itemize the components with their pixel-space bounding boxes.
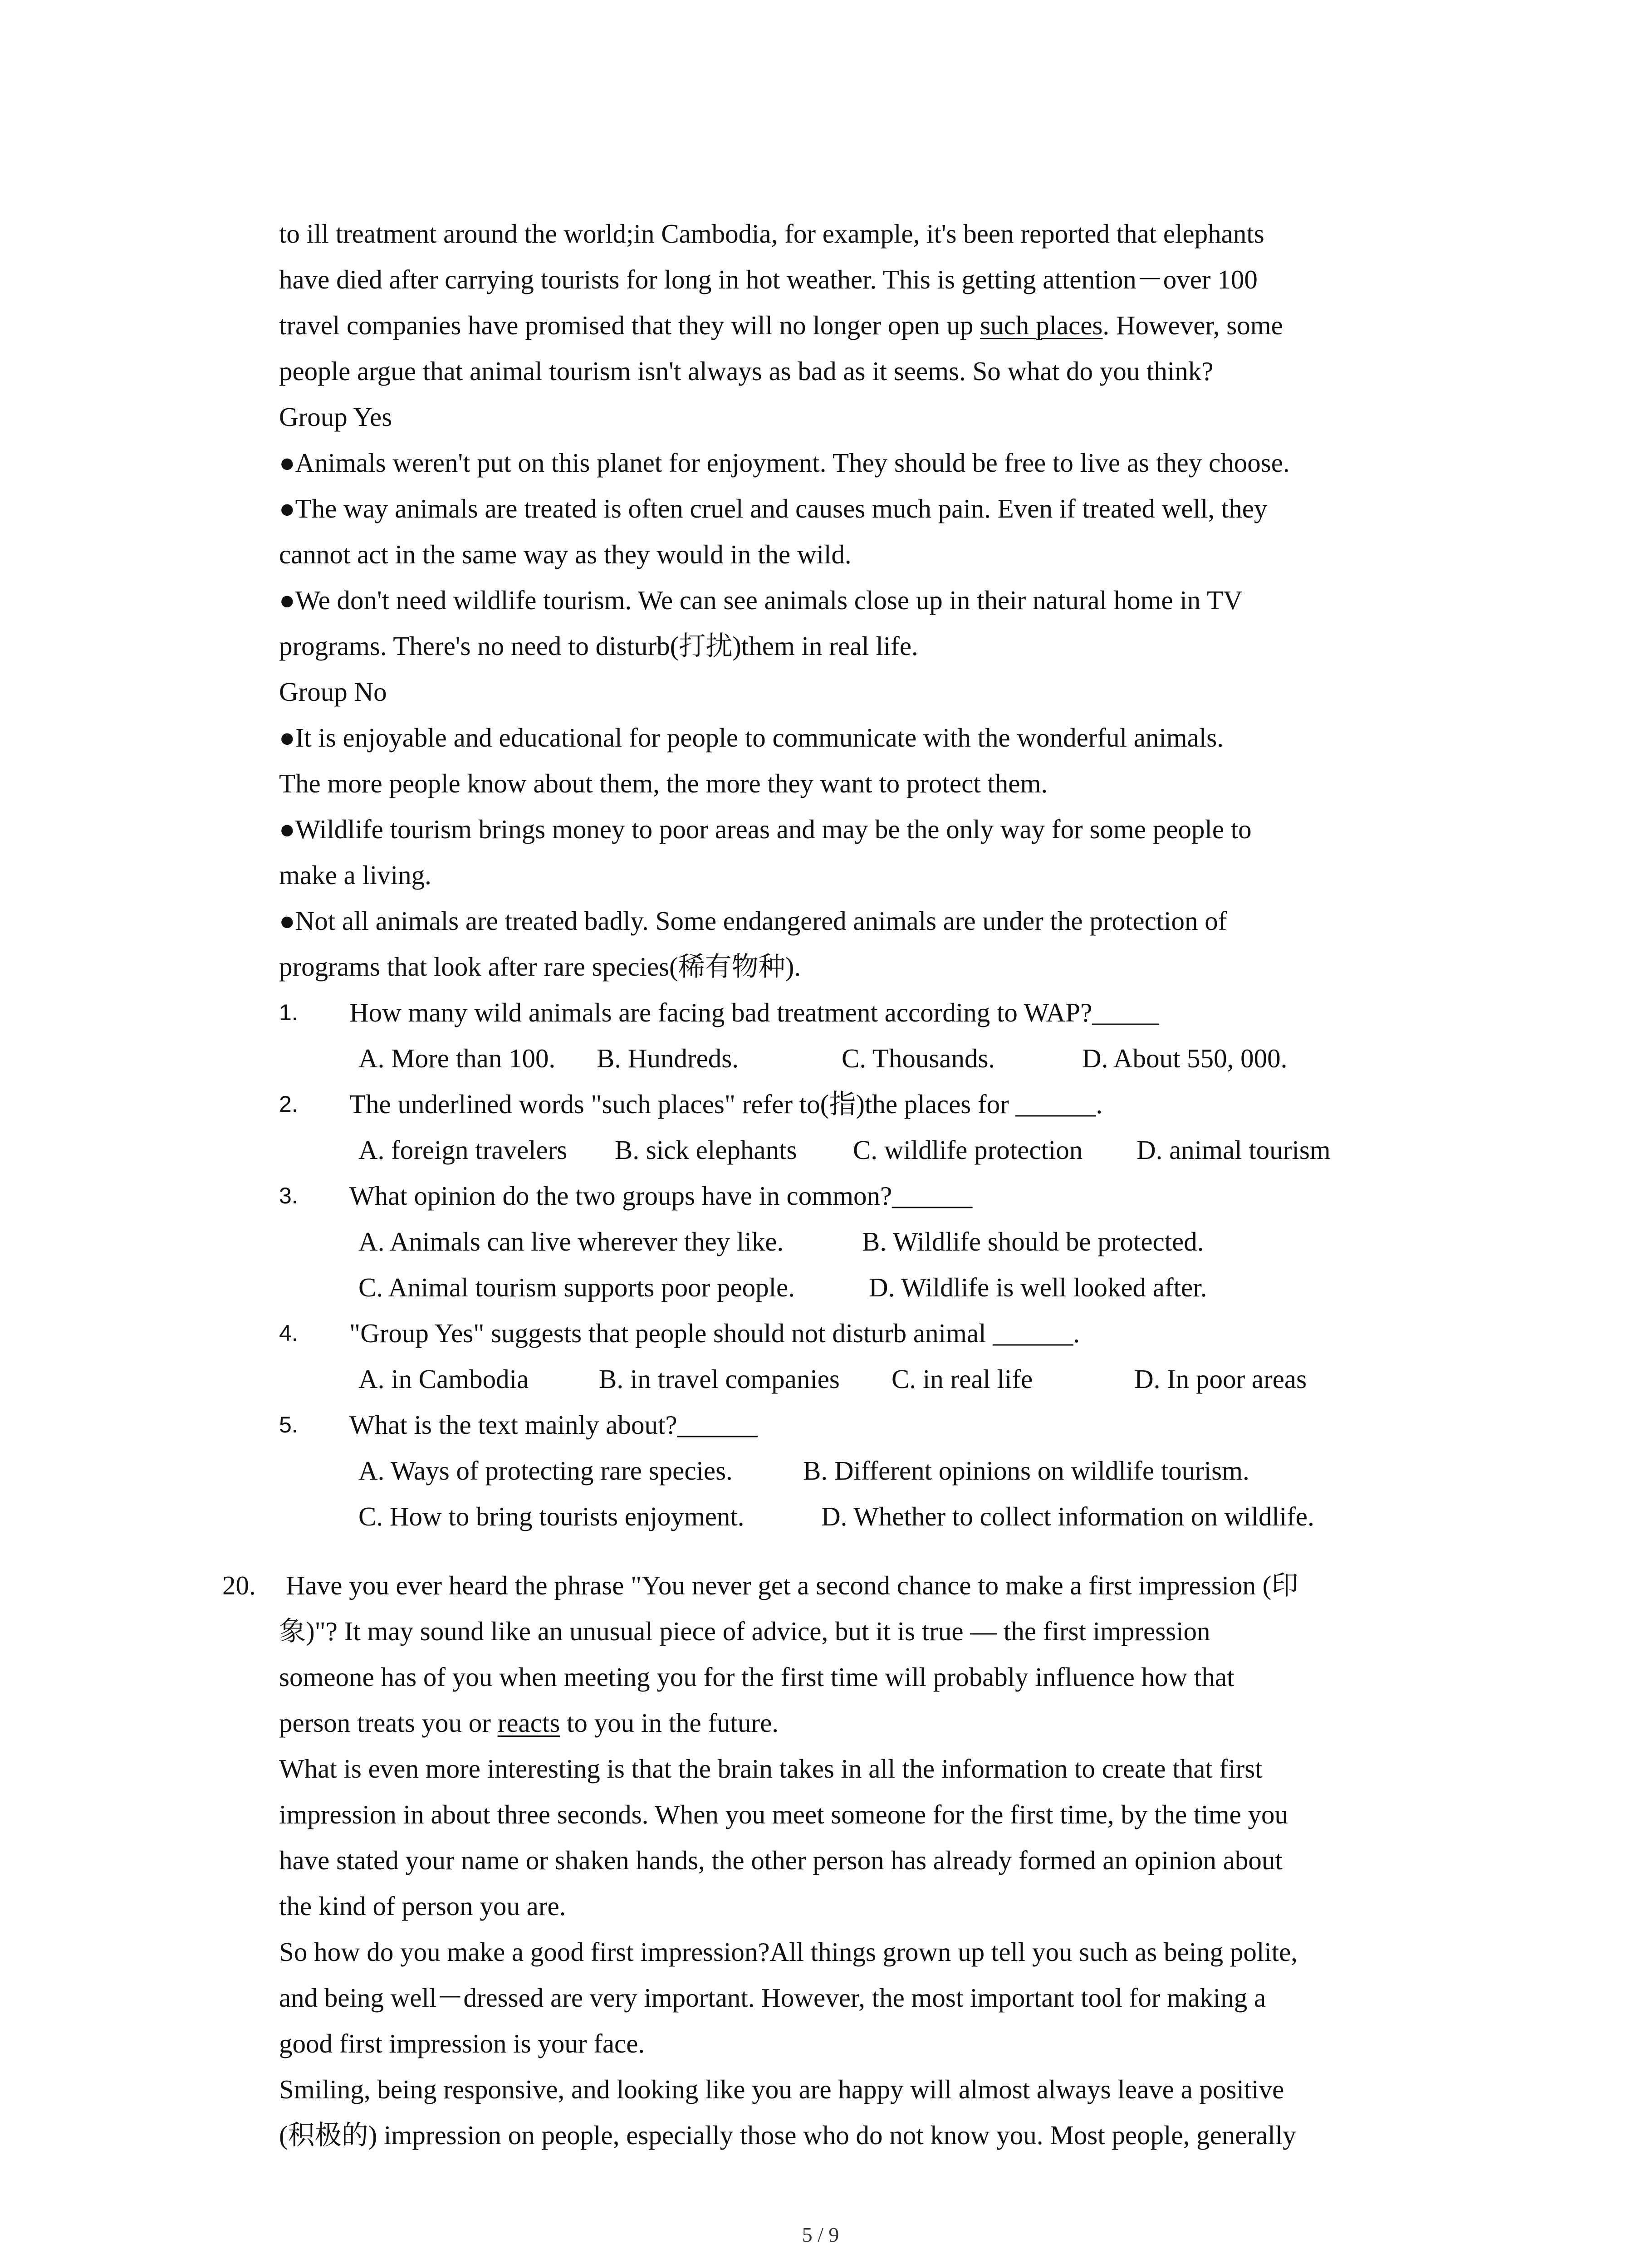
option-d: D. In poor areas [1134, 1364, 1307, 1394]
passage-line: have died after carrying tourists for long in hot weather. This is getting attention－over 100 [279, 264, 1258, 294]
passage-line: people argue that animal tourism isn't always as bad as it seems. So what do you think? [279, 356, 1214, 386]
passage-line: the kind of person you are. [279, 1891, 566, 1921]
question-text: How many wild animals are facing bad treatment according to WAP?_____ [349, 997, 1159, 1027]
option-d: D. Wildlife is well looked after. [869, 1272, 1207, 1302]
option-b: B. sick elephants [615, 1135, 797, 1165]
passage-line: to ill treatment around the world;in Cambodia, for example, it's been reported that elephants [279, 219, 1264, 249]
question-number: 3. [279, 1183, 298, 1208]
passage-line: have stated your name or shaken hands, the other person has already formed an opinion about [279, 1845, 1283, 1875]
passage-line: (积极的) impression on people, especially those who do not know you. Most people, generally [279, 2120, 1296, 2150]
option-a: A. in Cambodia [358, 1364, 529, 1394]
option-b: B. in travel companies [599, 1364, 840, 1394]
bullet-line: ●We don't need wildlife tourism. We can see animals close up in their natural home in TV [279, 585, 1243, 615]
passage-line: What is even more interesting is that the brain takes in all the information to create that first [279, 1754, 1263, 1784]
question-number: 5. [279, 1412, 298, 1437]
passage-line: 象)"? It may sound like an unusual piece of advice, but it is true — the first impression [279, 1616, 1210, 1646]
passage-line: programs. There's no need to disturb(打扰)them in real life. [279, 631, 918, 661]
question-text: What opinion do the two groups have in common?______ [349, 1181, 973, 1211]
option-c: C. How to bring tourists enjoyment. [358, 1501, 745, 1531]
passage-line: So how do you make a good first impression?All things grown up tell you such as being polite, [279, 1937, 1298, 1967]
option-d: D. About 550, 000. [1082, 1043, 1288, 1073]
passage-line [279, 307, 1283, 343]
question-text: The underlined words "such places" refer to(指)the places for ______. [349, 1089, 1103, 1119]
question-number: 20. [222, 1570, 256, 1600]
question-text: "Group Yes" suggests that people should not disturb animal ______. [349, 1318, 1080, 1348]
option-b: B. Wildlife should be protected. [862, 1227, 1204, 1256]
option-c: C. Animal tourism supports poor people. [358, 1272, 795, 1302]
question-number: 4. [279, 1320, 298, 1346]
option-d: D. animal tourism [1136, 1135, 1331, 1165]
passage-line: Smiling, being responsive, and looking like you are happy will almost always leave a positive [279, 2074, 1284, 2104]
passage-line [279, 1705, 779, 1741]
option-a: A. Animals can live wherever they like. [358, 1227, 784, 1256]
option-a: A. foreign travelers [358, 1135, 568, 1165]
bullet-line: ●The way animals are treated is often cruel and causes much pain. Even if treated well, they [279, 494, 1268, 523]
option-a: A. More than 100. [358, 1043, 556, 1073]
passage-line: programs that look after rare species(稀有物种). [279, 952, 801, 982]
passage-text: person treats you or [279, 1708, 498, 1738]
passage-text: . However, some [1102, 310, 1283, 340]
option-d: D. Whether to collect information on wildlife. [821, 1501, 1314, 1531]
question-number: 1. [279, 1000, 298, 1025]
passage-line: cannot act in the same way as they would in the wild. [279, 539, 852, 569]
underlined-reacts: reacts [497, 1708, 560, 1738]
passage-text: to you in the future. [560, 1708, 779, 1738]
page-number: 5 / 9 [802, 2223, 839, 2246]
question-number: 2. [279, 1091, 298, 1117]
passage-line: and being well－dressed are very important. However, the most important tool for making a [279, 1983, 1266, 2013]
option-a: A. Ways of protecting rare species. [358, 1456, 733, 1486]
bullet-line: ●Not all animals are treated badly. Some endangered animals are under the protection of [279, 906, 1227, 936]
group-yes-heading: Group Yes [279, 402, 392, 432]
group-no-heading: Group No [279, 677, 387, 707]
passage-line: The more people know about them, the more they want to protect them. [279, 768, 1048, 798]
option-b: B. Different opinions on wildlife tourism. [803, 1456, 1249, 1486]
bullet-line: ●It is enjoyable and educational for people to communicate with the wonderful animals. [279, 723, 1224, 753]
passage-line: Have you ever heard the phrase "You never get a second chance to make a first impression (印 [286, 1570, 1298, 1600]
bullet-line: ●Animals weren't put on this planet for enjoyment. They should be free to live as they choose. [279, 448, 1290, 478]
underlined-such-places: such places [980, 310, 1103, 340]
bullet-line: ●Wildlife tourism brings money to poor areas and may be the only way for some people to [279, 814, 1252, 844]
passage-text: travel companies have promised that they will no longer open up [279, 310, 980, 340]
passage-line: impression in about three seconds. When you meet someone for the first time, by the time you [279, 1799, 1288, 1829]
passage-line: good first impression is your face. [279, 2028, 645, 2058]
option-b: B. Hundreds. [597, 1043, 739, 1073]
option-c: C. Thousands. [842, 1043, 995, 1073]
option-c: C. in real life [892, 1364, 1033, 1394]
passage-line: make a living. [279, 860, 431, 890]
question-text: What is the text mainly about?______ [349, 1410, 758, 1440]
option-c: C. wildlife protection [853, 1135, 1083, 1165]
passage-line: someone has of you when meeting you for the first time will probably influence how that [279, 1662, 1234, 1692]
